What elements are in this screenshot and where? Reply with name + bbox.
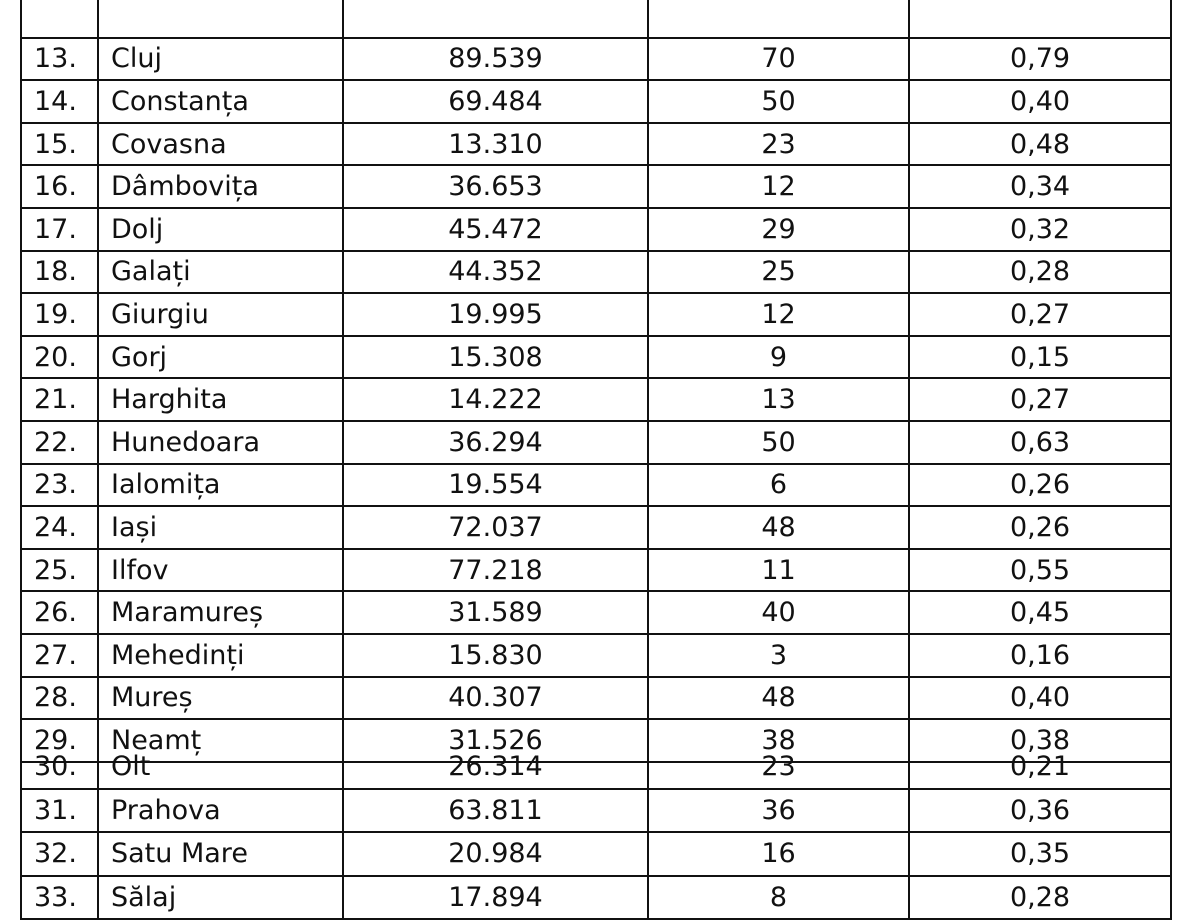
count-cell: 70 [648, 38, 909, 81]
row-number: 26. [21, 591, 98, 634]
county-name: Covasna [98, 123, 343, 166]
county-name: Gorj [98, 336, 343, 379]
ratio-cell: 0,27 [909, 378, 1171, 421]
ratio-cell: 0,28 [909, 876, 1171, 920]
table-row [21, 123, 1171, 166]
value-cell: 15.308 [343, 336, 648, 379]
table-row [21, 165, 1171, 208]
ratio-cell: 0,38 [909, 719, 1171, 762]
ratio-cell: 0,48 [909, 123, 1171, 166]
county-name: Constanța [98, 80, 343, 123]
ratio-cell: 0,40 [909, 677, 1171, 720]
county-name: Giurgiu [98, 293, 343, 336]
ratio-cell: 0,15 [909, 336, 1171, 379]
row-number: 19. [21, 293, 98, 336]
ratio-cell: 0,28 [909, 251, 1171, 294]
count-cell: 23 [648, 123, 909, 166]
value-cell: 26.314 [343, 746, 648, 789]
ratio-cell: 0,32 [909, 208, 1171, 251]
row-number: 27. [21, 634, 98, 677]
value-cell: 20.984 [343, 832, 648, 876]
row-number: 24. [21, 506, 98, 549]
count-cell: 50 [648, 421, 909, 464]
ratio-cell: 0,27 [909, 293, 1171, 336]
row-number: 14. [21, 80, 98, 123]
count-cell: 12 [648, 293, 909, 336]
row-number: 25. [21, 549, 98, 592]
value-cell: 36.653 [343, 165, 648, 208]
row-number: 17. [21, 208, 98, 251]
count-cell: 13 [648, 378, 909, 421]
count-cell: 3 [648, 634, 909, 677]
count-cell: 25 [648, 251, 909, 294]
row-number: 33. [21, 876, 98, 920]
county-table-top [20, 0, 1172, 763]
value-cell: 19.995 [343, 293, 648, 336]
ratio-cell: 0,45 [909, 591, 1171, 634]
table-row [21, 832, 1171, 876]
table-row [21, 677, 1171, 720]
county-name: Neamț [98, 719, 343, 762]
county-name: Harghita [98, 378, 343, 421]
value-cell: 36.294 [343, 421, 648, 464]
county-name: Dolj [98, 208, 343, 251]
count-cell: 23 [648, 746, 909, 789]
county-name: Cluj [98, 38, 343, 81]
count-cell: 38 [648, 719, 909, 762]
count-cell: 29 [648, 208, 909, 251]
row-number: 28. [21, 677, 98, 720]
county-name: Ialomița [98, 464, 343, 507]
count-cell: 36 [648, 789, 909, 833]
table-row [21, 251, 1171, 294]
table-row [21, 789, 1171, 833]
ratio-cell: 0,26 [909, 464, 1171, 507]
row-number: 18. [21, 251, 98, 294]
ratio-cell: 0,26 [909, 506, 1171, 549]
value-cell [343, 0, 648, 38]
value-cell: 19.554 [343, 464, 648, 507]
row-number: 22. [21, 421, 98, 464]
row-number: 30. [21, 746, 98, 789]
table-row [21, 38, 1171, 81]
county-name: Iași [98, 506, 343, 549]
ratio-cell: 0,16 [909, 634, 1171, 677]
value-cell: 13.310 [343, 123, 648, 166]
table-row [21, 0, 1171, 38]
value-cell: 15.830 [343, 634, 648, 677]
table-row [21, 208, 1171, 251]
county-table-bottom [20, 746, 1172, 920]
county-name [98, 0, 343, 38]
count-cell: 12 [648, 165, 909, 208]
table-row [21, 746, 1171, 789]
value-cell: 77.218 [343, 549, 648, 592]
value-cell: 45.472 [343, 208, 648, 251]
county-name: Sălaj [98, 876, 343, 920]
ratio-cell: 0,40 [909, 80, 1171, 123]
ratio-cell: 0,34 [909, 165, 1171, 208]
value-cell: 63.811 [343, 789, 648, 833]
table-row [21, 876, 1171, 920]
table-row [21, 293, 1171, 336]
count-cell: 6 [648, 464, 909, 507]
table-row [21, 506, 1171, 549]
ratio-cell [909, 0, 1171, 38]
value-cell: 31.589 [343, 591, 648, 634]
county-name: Satu Mare [98, 832, 343, 876]
county-name: Olt [98, 746, 343, 789]
table-row [21, 549, 1171, 592]
count-cell: 48 [648, 677, 909, 720]
row-number: 23. [21, 464, 98, 507]
table-row [21, 464, 1171, 507]
value-cell: 89.539 [343, 38, 648, 81]
table-row [21, 80, 1171, 123]
value-cell: 44.352 [343, 251, 648, 294]
count-cell: 11 [648, 549, 909, 592]
count-cell: 16 [648, 832, 909, 876]
table-row [21, 634, 1171, 677]
value-cell: 72.037 [343, 506, 648, 549]
value-cell: 40.307 [343, 677, 648, 720]
ratio-cell: 0,63 [909, 421, 1171, 464]
table-row [21, 378, 1171, 421]
ratio-cell: 0,55 [909, 549, 1171, 592]
table-row [21, 336, 1171, 379]
value-cell: 14.222 [343, 378, 648, 421]
ratio-cell: 0,79 [909, 38, 1171, 81]
row-number: 15. [21, 123, 98, 166]
count-cell [648, 0, 909, 38]
table-row [21, 591, 1171, 634]
ratio-cell: 0,35 [909, 832, 1171, 876]
table-row [21, 421, 1171, 464]
count-cell: 48 [648, 506, 909, 549]
row-number: 13. [21, 38, 98, 81]
value-cell: 69.484 [343, 80, 648, 123]
value-cell: 31.526 [343, 719, 648, 762]
county-name: Dâmbovița [98, 165, 343, 208]
row-number: 31. [21, 789, 98, 833]
row-number: 29. [21, 719, 98, 762]
county-name: Hunedoara [98, 421, 343, 464]
row-number [21, 0, 98, 38]
row-number: 32. [21, 832, 98, 876]
county-name: Ilfov [98, 549, 343, 592]
row-number: 16. [21, 165, 98, 208]
ratio-cell: 0,36 [909, 789, 1171, 833]
value-cell: 17.894 [343, 876, 648, 920]
county-name: Mehedinți [98, 634, 343, 677]
county-name: Prahova [98, 789, 343, 833]
row-number: 21. [21, 378, 98, 421]
county-name: Maramureș [98, 591, 343, 634]
count-cell: 8 [648, 876, 909, 920]
count-cell: 40 [648, 591, 909, 634]
county-name: Mureș [98, 677, 343, 720]
ratio-cell: 0,21 [909, 746, 1171, 789]
count-cell: 50 [648, 80, 909, 123]
county-name: Galați [98, 251, 343, 294]
count-cell: 9 [648, 336, 909, 379]
row-number: 20. [21, 336, 98, 379]
